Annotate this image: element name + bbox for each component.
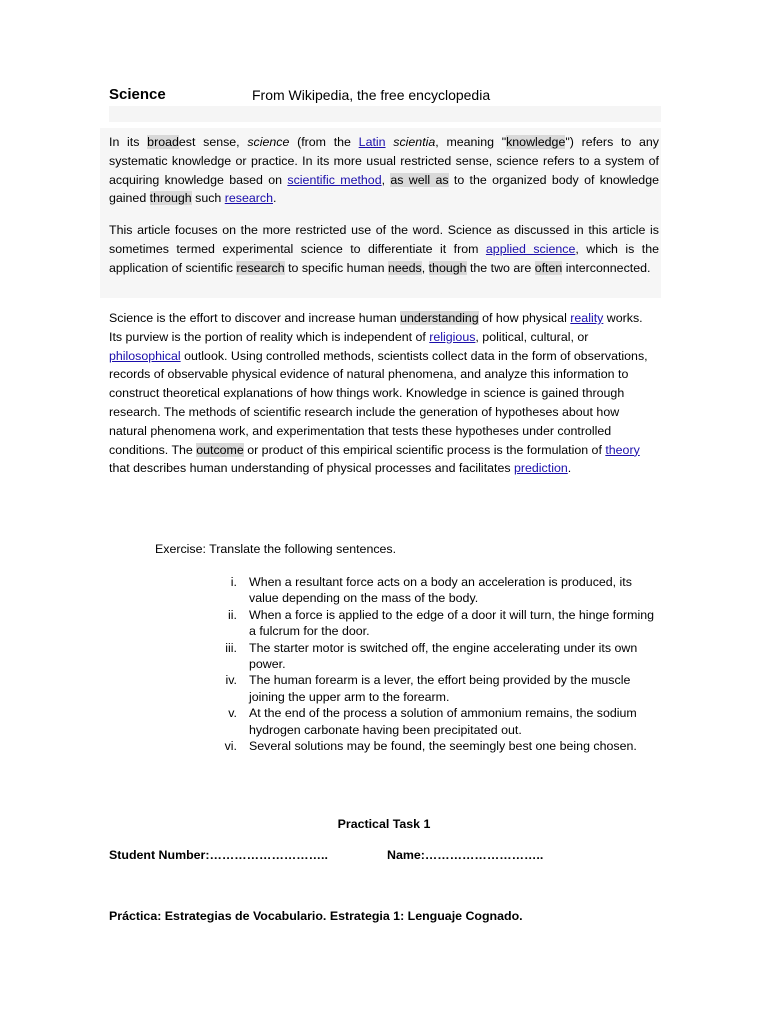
emphasis-text: scientia — [393, 135, 436, 149]
highlighted-word: needs — [387, 260, 422, 275]
list-item — [210, 705, 660, 738]
header-shade-band — [109, 106, 661, 122]
emphasis-text: science — [247, 135, 290, 149]
exercise-list — [210, 574, 660, 754]
practical-task-title: Practical Task 1 — [337, 817, 431, 831]
item-number: iii. — [225, 640, 237, 655]
highlighted-word: though — [428, 260, 467, 275]
link-research[interactable]: research — [224, 191, 273, 206]
link-prediction[interactable]: prediction — [514, 461, 568, 476]
list-item — [210, 672, 660, 705]
item-number: vi. — [224, 739, 237, 754]
item-text: The starter motor is switched off, the engine accelerating under its own power. — [249, 640, 638, 672]
link-scientific-method[interactable]: scientific method — [287, 172, 382, 187]
link-theory[interactable]: theory — [605, 442, 640, 457]
article-title: Science — [109, 86, 166, 103]
item-number: iv. — [225, 673, 237, 688]
item-number: i. — [230, 575, 237, 589]
practica-line: Práctica: Estrategias de Vocabulario. Estrategia 1: Lenguaje Cognado. — [109, 909, 523, 923]
highlighted-word: broad — [147, 135, 179, 149]
highlighted-word: through — [149, 191, 192, 206]
intro-paragraph-1: In its broadest sense, science (from the Latin scientia, meaning "knowledge") refers to any systematic knowledge or practice. In its more usual restricted sense, science refers to a system of acquiring knowledge based on scientific method, as well as to the organized body of knowledge gained through such research. — [109, 135, 660, 206]
article-header — [109, 86, 658, 106]
highlighted-word: understanding — [400, 311, 479, 325]
item-text: When a force is applied to the edge of a door it will turn, the hinge forming a fulcrum for the door. — [249, 607, 654, 639]
highlighted-word: research — [236, 260, 285, 275]
link-philosophical[interactable]: philosophical — [109, 348, 181, 363]
link-latin[interactable]: Latin — [358, 135, 386, 149]
item-text: When a resultant force acts on a body an acceleration is produced, its value depending on the mass of the body. — [249, 575, 632, 606]
body-paragraph: Science is the effort to discover and increase human understanding of how physical reality works. Its purview is the portion of reality which is independent of religious, political, cultural, or philosophical outlook. Using controlled methods, scientists collect data in the form of observations, records of observable physical evidence of natural phenomena, and analyze this information to construct theoretical explanations of how things work. Knowledge in science is gained through research. The methods of scientific research include the generation of hypotheses about how natural phenomena work, and experimentation that tests these hypotheses under controlled conditions. The outcome or product of this empirical scientific process is the formulation of theory that describes human understanding of physical processes and facilitates prediction. — [109, 311, 648, 476]
link-reality[interactable]: reality — [570, 311, 604, 325]
list-item — [210, 607, 660, 640]
list-item — [210, 640, 660, 673]
highlighted-word: knowledge — [506, 135, 566, 149]
link-applied-science[interactable]: applied science — [485, 241, 576, 256]
exercise-heading: Exercise: Translate the following sentences. — [155, 542, 397, 556]
item-text: Several solutions may be found, the seemingly best one being chosen. — [249, 739, 637, 754]
name-field[interactable]: Name:……………………….. — [387, 848, 544, 862]
item-text: The human forearm is a lever, the effort being provided by the muscle joining the upper arm to the forearm. — [249, 673, 631, 704]
student-number-field[interactable]: Student Number:……………………….. — [109, 848, 328, 862]
item-number: ii. — [228, 607, 237, 622]
link-religious[interactable]: religious — [429, 329, 476, 344]
item-number: v. — [228, 706, 237, 721]
highlighted-word: often — [534, 260, 563, 275]
highlighted-word: outcome — [196, 442, 244, 457]
highlighted-word: as well as — [390, 172, 449, 187]
list-item — [210, 574, 660, 607]
article-subtitle: From Wikipedia, the free encyclopedia — [252, 87, 491, 103]
list-item — [210, 738, 660, 754]
intro-paragraph-2: This article focuses on the more restricted use of the word. Science as discussed in this article is sometimes termed experimental science to differentiate it from applied science, which is the application of scientific research to specific human needs, though the two are often interconnected. — [109, 223, 660, 275]
item-text: At the end of the process a solution of ammonium remains, the sodium hydrogen carbonate having been precipitated out. — [249, 706, 637, 737]
